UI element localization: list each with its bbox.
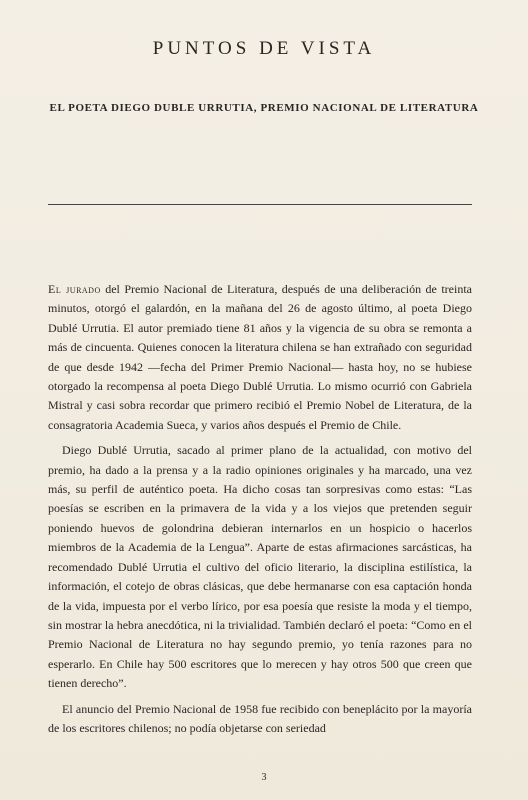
paragraph-3: El anuncio del Premio Nacional de 1958 fue recibido con beneplácito por la mayoría de los escritores chilenos; no podía objetarse con seriedad xyxy=(48,701,472,735)
section-title: PUNTOS DE VISTA xyxy=(152,38,376,59)
page-number: 3 xyxy=(261,772,267,783)
divider-rule xyxy=(48,204,472,205)
paragraph-1-text: del Premio Nacional de Literatura, después de una deliberación de treinta minutos, otorgó el galardón, en la mañana del 26 de agosto último, al poeta Diego Dublé Urrutia. El autor premiado tiene 81 años y la vigencia de su obra se remonta a más de cincuenta. Quienes conocen la literatura chilena se han extrañado con seguridad de que desde 1942 —fecha del Primer Premio Nacional— hasta hoy, no se hubiese otorgado la recompensa al poeta Diego Dublé Urrutia. Lo mismo ocurrió con Gabriela Mistral y casi sobra recordar que primero recibió el Premio Nobel de Literatura, de la consagratoria Academia Sueca, y varios años después el Premio de Chile. xyxy=(48,282,472,432)
paragraph-2: Diego Dublé Urrutia, sacado al primer plano de la actualidad, con motivo del premio, ha dado a la prensa y a la radio opiniones originales y ha marcado, una vez más, su perfil de auténtico poeta. Ha dicho cosas tan sorpresivas como estas: “Las poesías se escriben en la primavera de la vida y a los viejos que pretenden seguir poniendo huevos de golondrina debieran internarlos en un hospicio o hacerlos miembros de la Academia de la Lengua”. Aparte de estas afirmaciones sarcásticas, ha recomendado Dublé Urrutia el cultivo del oficio literario, la disciplina estilística, la información, el cotejo de obras clásicas, que debe hermanarse con esa captación honda de la vida, impuesta por el verbo lírico, por esa poesía que resiste la moda y el tiempo, sin mostrar la hebra anecdótica, ni la trivialidad. También declaró el poeta: “Como en el Premio Nacional de Literatura no hay segundo premio, yo tenía razones para no esperarlo. En Chile hay 500 escritores que lo merecen y hay otros 500 que creen que tienen derecho”. xyxy=(48,443,472,691)
paragraph-lead: El jurado xyxy=(48,282,101,296)
article-body xyxy=(48,280,472,744)
article-title: EL POETA DIEGO DUBLE URRUTIA, PREMIO NACIONAL DE LITERATURA xyxy=(49,102,479,114)
paragraph-1 xyxy=(48,280,472,435)
